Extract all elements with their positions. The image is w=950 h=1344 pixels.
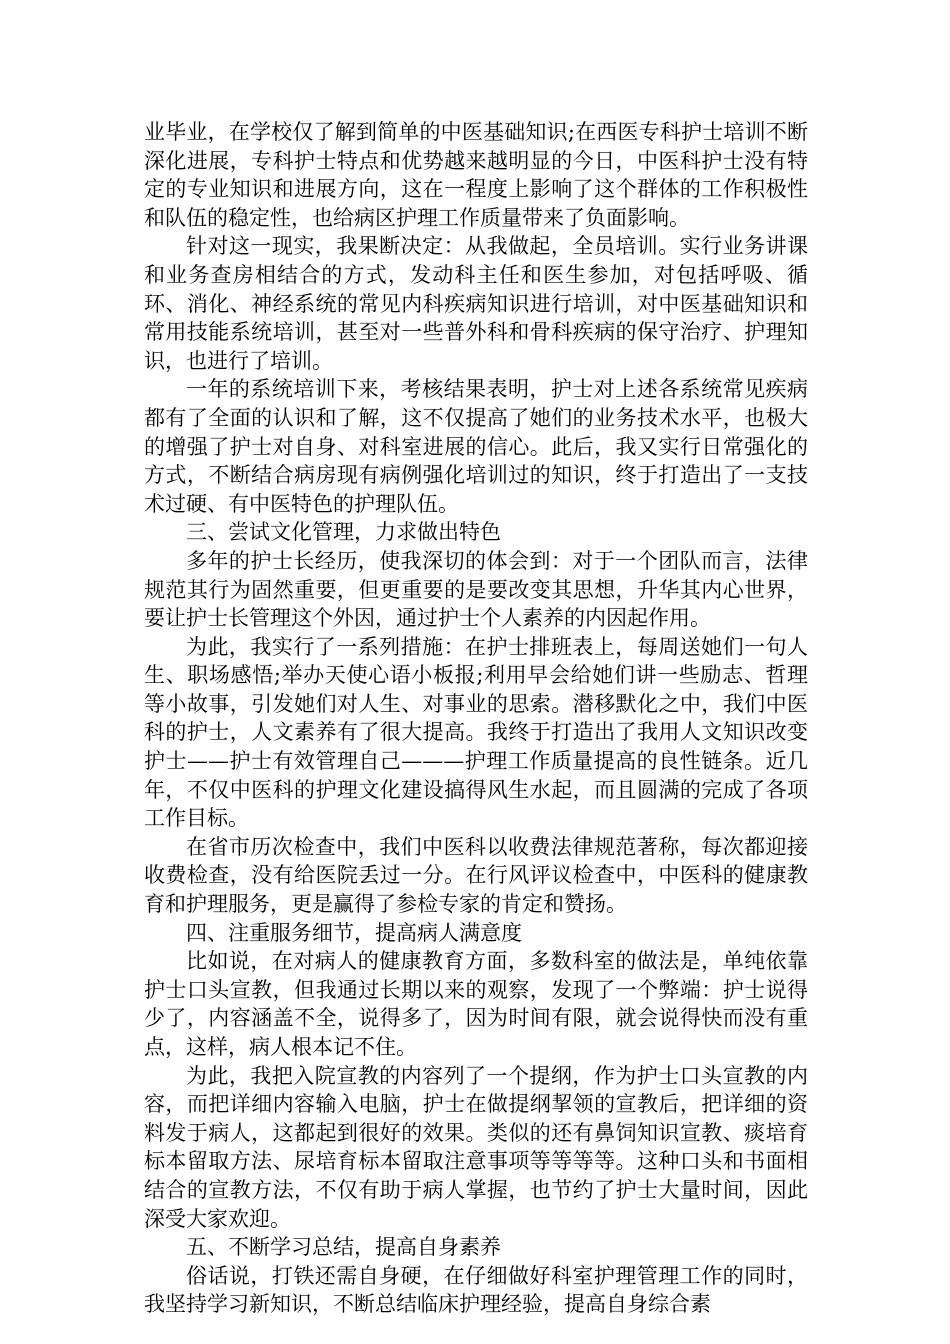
- paragraph-3: 一年的系统培训下来，考核结果表明，护士对上述各系统常见疾病都有了全面的认识和了解，这不仅提高了她们的业务技术水平，也极大的增强了护士对自身、对科室进展的信心。此后，我又实行日常强化的方式，不断结合病房现有病例强化培训过的知识，终于打造出了一支技术过硬、有中医特色的护理队伍。: [144, 377, 808, 516]
- paragraph-7: 比如说，在对病人的健康教育方面，多数科室的做法是，单纯依靠护士口头宣教，但我通过长期以来的观察，发现了一个弊端：护士说得少了，内容涵盖不全，说得多了，因为时间有限，就会说得快而没有重点，这样，病人根本记不住。: [144, 949, 808, 1059]
- paragraph-6: 在省市历次检查中，我们中医科以收费法律规范著称，每次都迎接收费检查，没有给医院丢过一分。在行风评议检查中，中医科的健康教育和护理服务，更是赢得了参检专家的肯定和赞扬。: [144, 834, 808, 917]
- section-heading-3: 三、尝试文化管理，力求做出特色: [186, 520, 501, 545]
- paragraph-1: 业毕业，在学校仅了解到简单的中医基础知识;在西医专科护士培训不断深化进展，专科护士特点和优势越来越明显的今日，中医科护士没有特定的专业知识和进展方向，这在一程度上影响了这个群体的工作积极性和队伍的稳定性，也给病区护理工作质量带来了负面影响。: [144, 120, 808, 230]
- section-heading-5: 五、不断学习总结，提高自身素养: [186, 1235, 501, 1260]
- paragraph-4: 多年的护士长经历，使我深切的体会到：对于一个团队而言，法律规范其行为固然重要，但更重要的是要改变其思想，升华其内心世界，要让护士长管理这个外因，通过护士个人素养的内因起作用。: [144, 548, 808, 631]
- paragraph-9: 俗话说，打铁还需自身硬，在仔细做好科室护理管理工作的同时，我坚持学习新知识，不断总结临床护理经验，提高自身综合素: [144, 1263, 808, 1317]
- paragraph-2: 针对这一现实，我果断决定：从我做起，全员培训。实行业务讲课和业务查房相结合的方式，发动科主任和医生参加，对包括呼吸、循环、消化、神经系统的常见内科疾病知识进行培训，对中医基础知识和常用技能系统培训，甚至对一些普外科和骨科疾病的保守治疗、护理知识，也进行了培训。: [144, 234, 808, 373]
- document-page: [144, 118, 808, 1319]
- section-heading-4: 四、注重服务细节，提高病人满意度: [186, 920, 522, 945]
- paragraph-5: 为此，我实行了一系列措施：在护士排班表上，每周送她们一句人生、职场感悟;举办天使心语小板报;利用早会给她们讲一些励志、哲理等小故事，引发她们对人生、对事业的思索。潜移默化之中，我们中医科的护士，人文素养有了很大提高。我终于打造出了我用人文知识改变护士——护士有效管理自己———护理工作质量提高的良性链条。近几年，不仅中医科的护理文化建设搞得风生水起，而且圆满的完成了各项工作目标。: [144, 634, 808, 831]
- paragraph-8: 为此，我把入院宣教的内容列了一个提纲，作为护士口头宣教的内容，而把详细内容输入电脑，护士在做提纲挈领的宣教后，把详细的资料发于病人，这都起到很好的效果。类似的还有鼻饲知识宣教、痰培育标本留取方法、尿培育标本留取注意事项等等等等。这种口头和书面相结合的宣教方法，不仅有助于病人掌握，也节约了护士大量时间，因此深受大家欢迎。: [144, 1063, 808, 1231]
